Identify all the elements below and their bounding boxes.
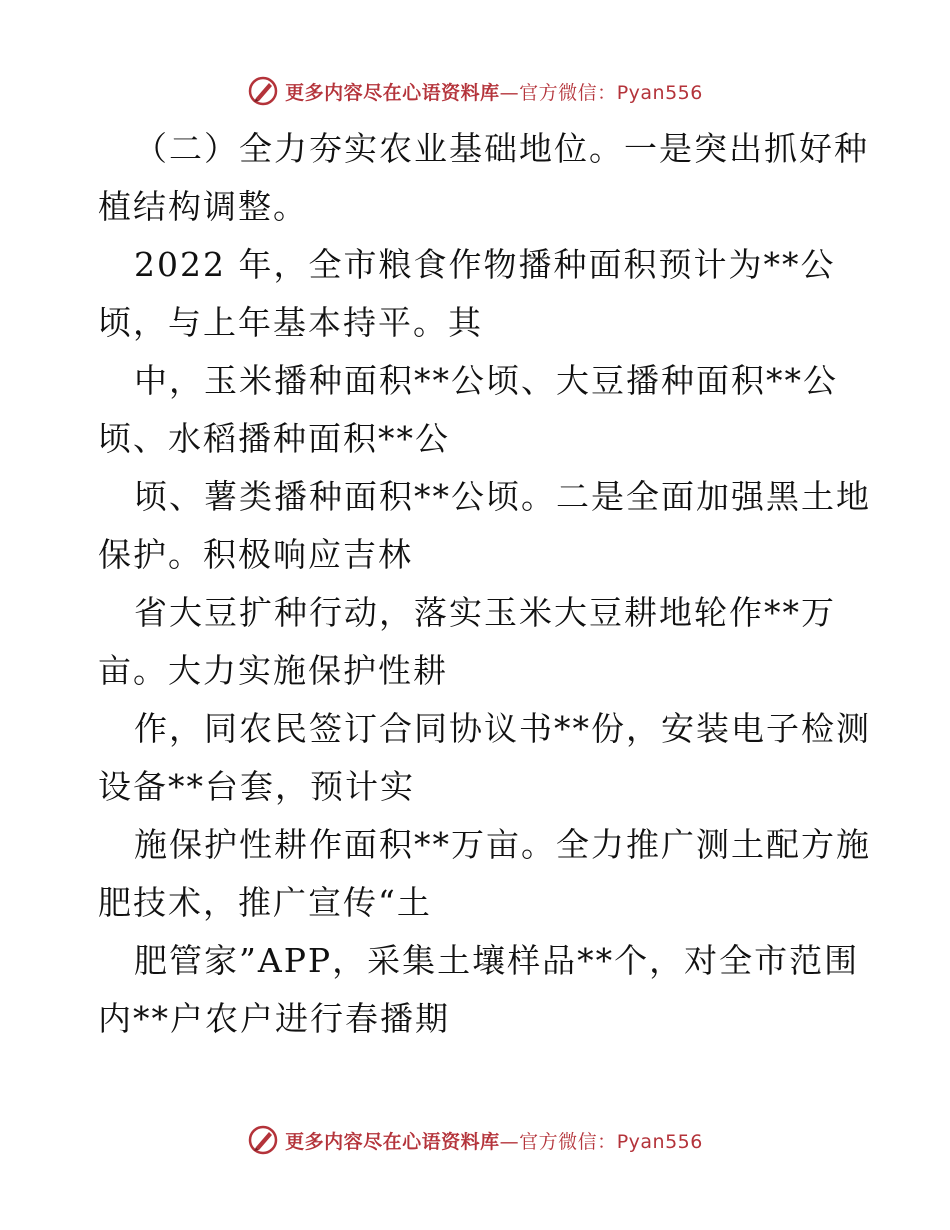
text-line: 肥管家”APP，采集土壤样品**个，对全市范围	[134, 941, 860, 980]
text-line: 亩。大力实施保护性耕	[98, 651, 448, 690]
text-line: 植结构调整。	[98, 187, 308, 226]
text-line: 施保护性耕作面积**万亩。全力推广测土配方施	[134, 825, 871, 864]
watermark-content	[247, 1124, 703, 1156]
pen-logo-icon	[247, 1124, 279, 1156]
text-line: 顷、薯类播种面积**公顷。二是全面加强黑土地	[134, 477, 871, 516]
watermark-text	[285, 78, 703, 105]
watermark-account: Pyan556	[616, 1130, 703, 1153]
watermark-wechat-label: 官方微信：	[519, 1130, 617, 1153]
text-line: 肥技术，推广宣传“土	[98, 883, 432, 922]
watermark-library-text: 更多内容尽在心语资料库	[285, 81, 500, 104]
watermark-text	[285, 1127, 703, 1154]
watermark-library-text: 更多内容尽在心语资料库	[285, 1130, 500, 1153]
text-line: 内**户农户进行春播期	[98, 999, 450, 1038]
text-line: 顷，与上年基本持平。其	[98, 303, 483, 342]
watermark-wechat-label: 官方微信：	[519, 81, 617, 104]
watermark-dash: —	[499, 81, 520, 104]
text-line: 省大豆扩种行动，落实玉米大豆耕地轮作**万	[134, 593, 836, 632]
text-line: 作，同农民签订合同协议书**份，安装电子检测	[134, 709, 871, 748]
text-line: 保护。积极响应吉林	[98, 535, 413, 574]
watermark-account: Pyan556	[616, 81, 703, 104]
text-line: 顷、水稻播种面积**公	[98, 419, 450, 458]
pen-logo-icon	[247, 75, 279, 107]
footer-watermark	[0, 1120, 950, 1160]
header-watermark	[0, 71, 950, 111]
text-line: 设备**台套，预计实	[98, 767, 415, 806]
watermark-content	[247, 75, 703, 107]
text-line: 2022 年，全市粮食作物播种面积预计为**公	[134, 245, 836, 284]
text-line: （二）全力夯实农业基础地位。一是突出抓好种	[134, 129, 869, 168]
text-line: 中，玉米播种面积**公顷、大豆播种面积**公	[134, 361, 838, 400]
document-body	[98, 120, 871, 1048]
watermark-dash: —	[499, 1130, 520, 1153]
